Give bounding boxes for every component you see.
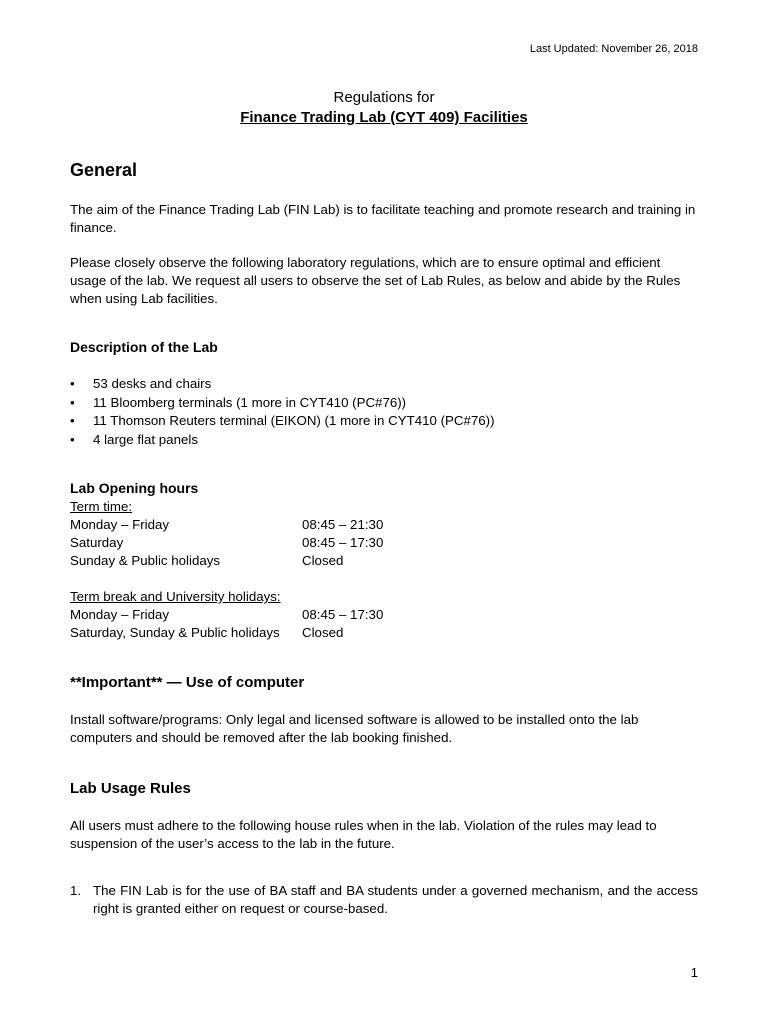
hours-day: Sunday & Public holidays bbox=[70, 553, 221, 568]
important-paragraph: Install software/programs: Only legal and licensed software is allowed to be installed onto the lab computers and should be removed after the lab booking finished. bbox=[70, 712, 639, 745]
hours-day: Saturday, Sunday & Public holidays bbox=[70, 625, 280, 640]
general-paragraph-1: The aim of the Finance Trading Lab (FIN Lab) is to facilitate teaching and promote research and training in finance. bbox=[70, 202, 696, 235]
hours-time: 08:45 – 21:30 bbox=[302, 517, 384, 532]
list-item: • 11 Thomson Reuters terminal (EIKON) (1 more in CYT410 (PC#76)) bbox=[70, 412, 495, 431]
term-break-label: Term break and University holidays: bbox=[70, 589, 281, 604]
page-number: 1 bbox=[690, 965, 698, 980]
description-list bbox=[70, 375, 495, 449]
hours-time: 08:45 – 17:30 bbox=[302, 607, 384, 622]
list-item bbox=[70, 882, 698, 918]
important-heading: **Important** — Use of computer bbox=[70, 674, 305, 691]
hours-heading: Lab Opening hours bbox=[70, 480, 199, 496]
usage-heading: Lab Usage Rules bbox=[70, 780, 191, 797]
general-heading: General bbox=[70, 160, 138, 180]
title-line-1: Regulations for bbox=[333, 89, 435, 106]
term-time-label: Term time: bbox=[70, 499, 133, 514]
rule-text: The FIN Lab is for the use of BA staff and BA students under a governed mechanism, and the access right is granted either on request or course-based. bbox=[93, 883, 698, 916]
list-item: • 4 large flat panels bbox=[70, 431, 495, 450]
hours-time: 08:45 – 17:30 bbox=[302, 535, 384, 550]
list-item: • 53 desks and chairs bbox=[70, 375, 495, 394]
hours-day: Monday – Friday bbox=[70, 517, 170, 532]
list-item: • 11 Bloomberg terminals (1 more in CYT410 (PC#76)) bbox=[70, 394, 495, 413]
hours-day: Saturday bbox=[70, 535, 124, 550]
last-updated: Last Updated: November 26, 2018 bbox=[529, 43, 698, 55]
description-heading: Description of the Lab bbox=[70, 339, 218, 355]
title-line-2 bbox=[0, 109, 768, 126]
hours-time: Closed bbox=[302, 625, 344, 640]
hours-time: Closed bbox=[302, 553, 344, 568]
rule-number: 1. bbox=[70, 883, 82, 898]
title-line-2-text: Finance Trading Lab (CYT 409) Facilities bbox=[240, 109, 528, 126]
usage-paragraph: All users must adhere to the following house rules when in the lab. Violation of the rules may lead to suspension of the user’s access to the lab in the future. bbox=[70, 818, 657, 851]
hours-day: Monday – Friday bbox=[70, 607, 170, 622]
general-paragraph-2: Please closely observe the following laboratory regulations, which are to ensure optimal and efficient usage of the lab. We request all users to observe the set of Lab Rules, as below and abide by the Rules when using Lab facilities. bbox=[70, 255, 681, 306]
